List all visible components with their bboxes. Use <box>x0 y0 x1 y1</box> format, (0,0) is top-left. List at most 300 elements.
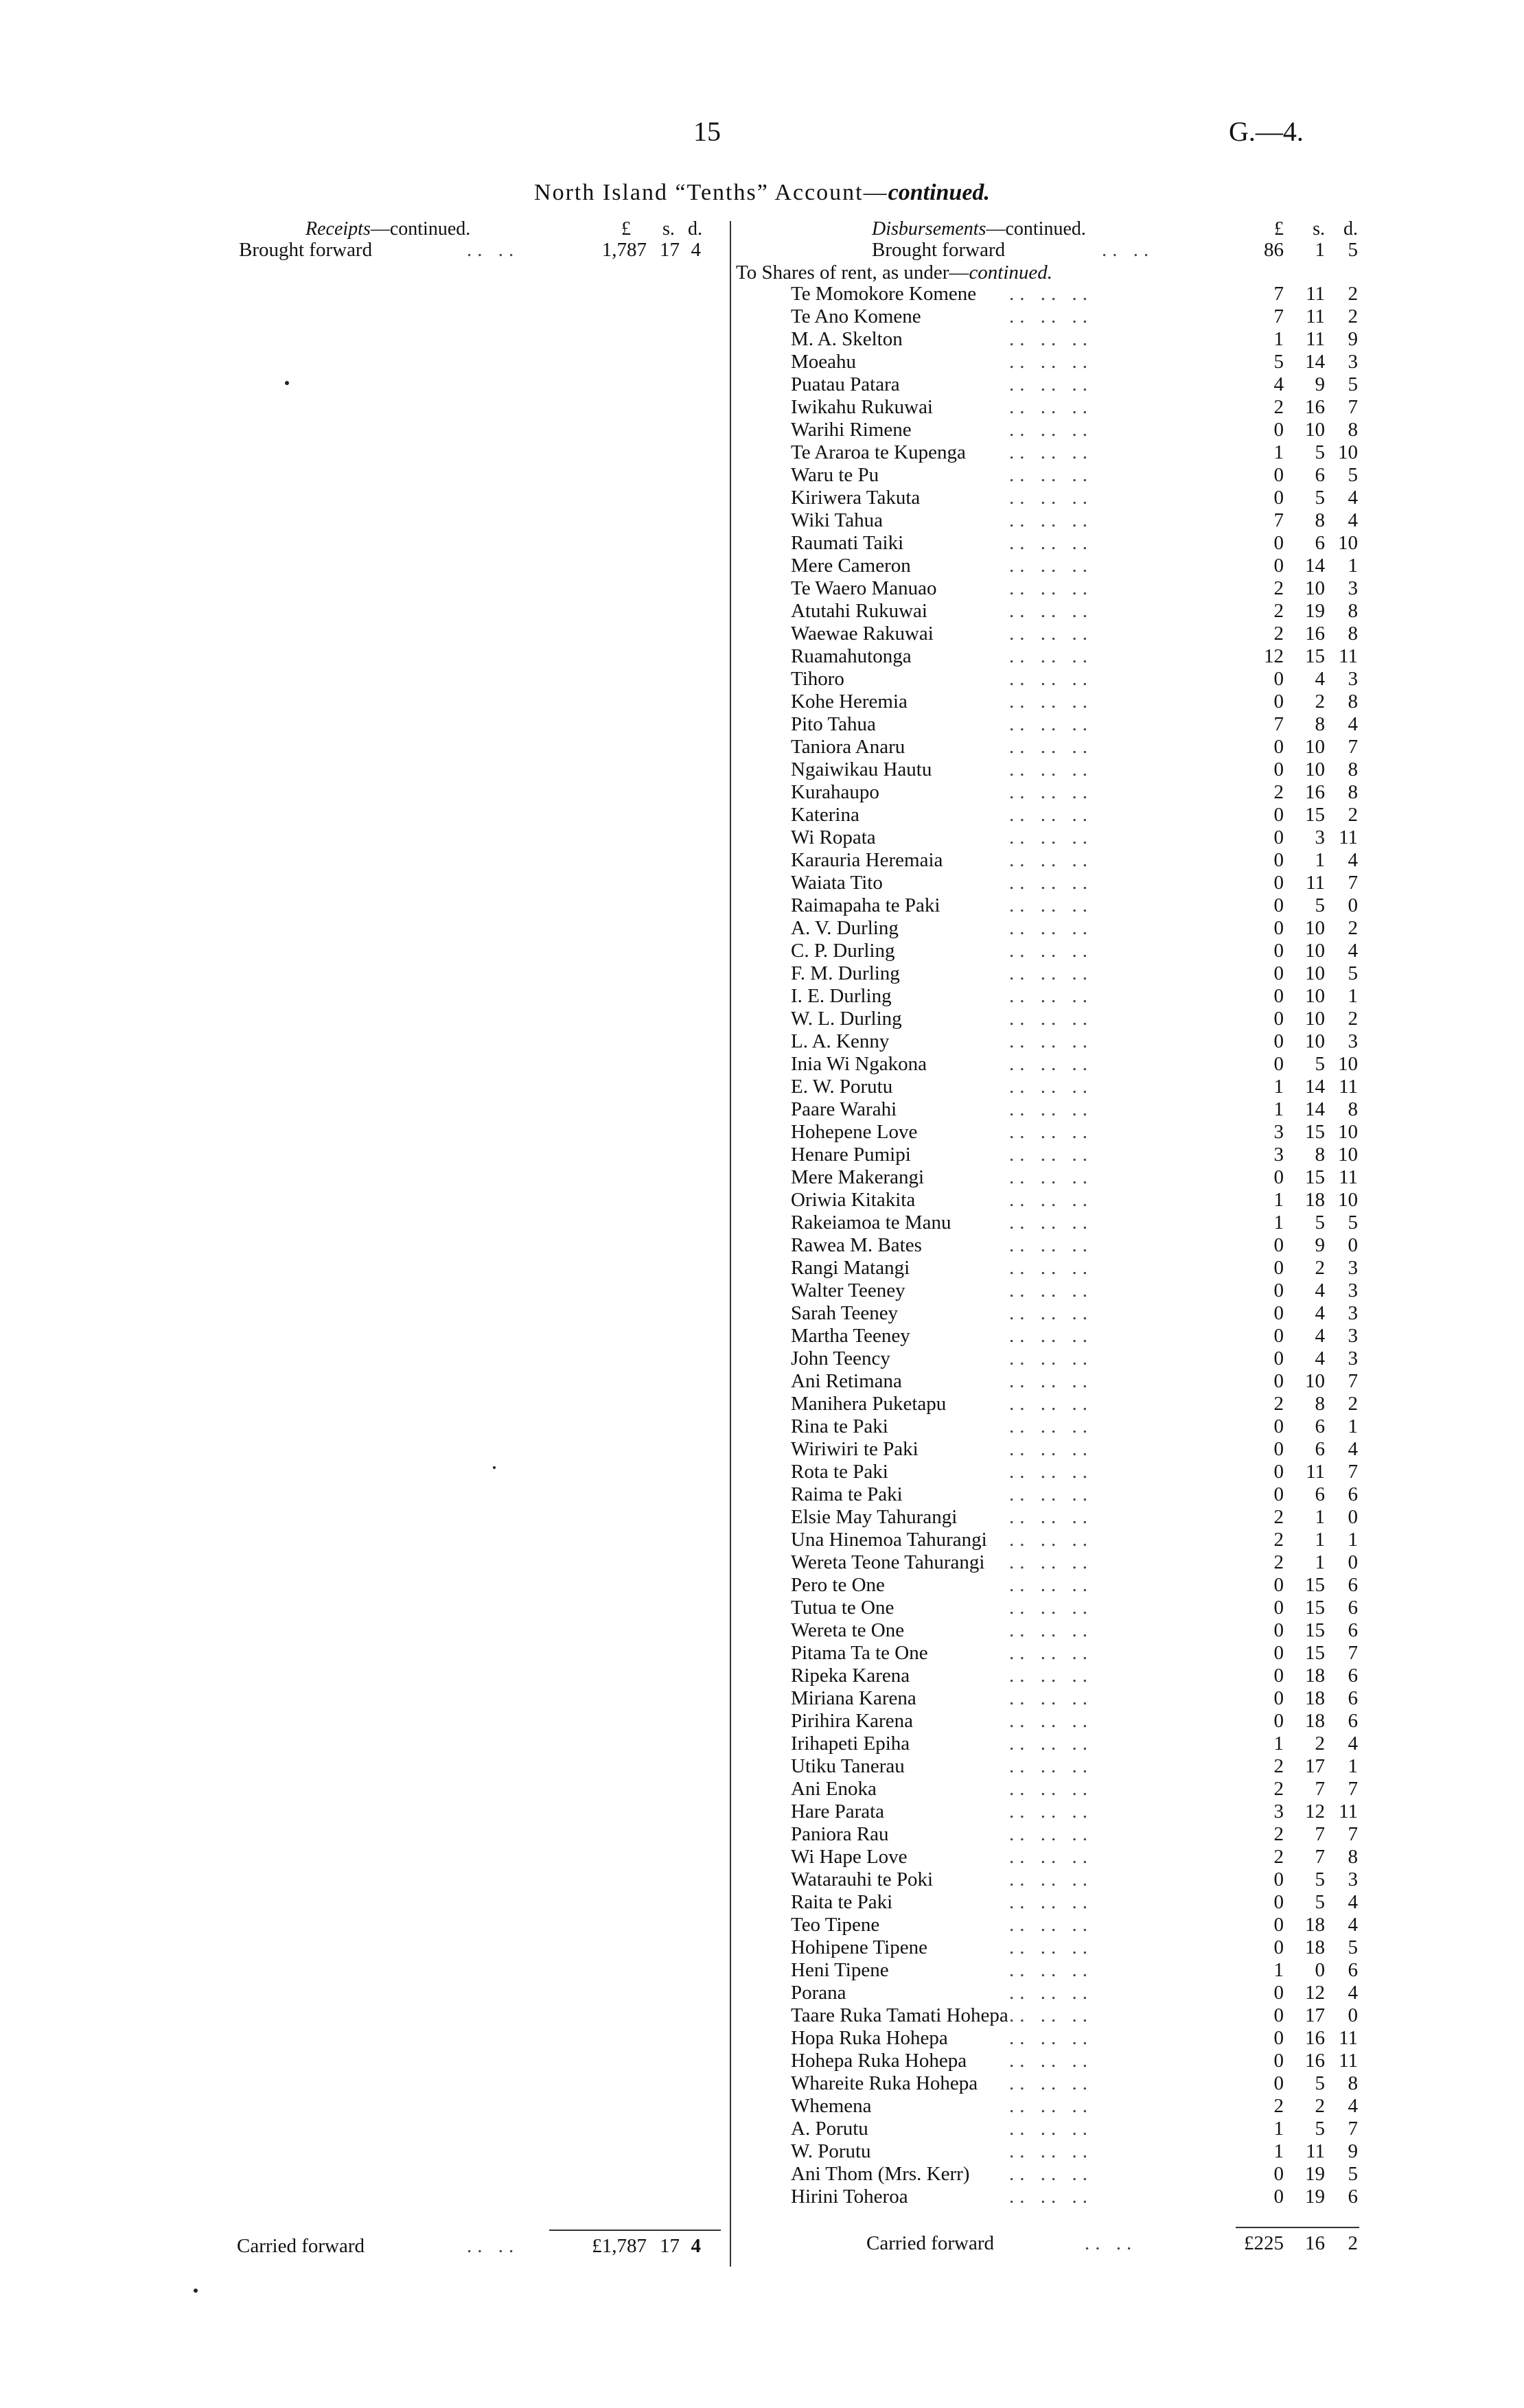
pounds-value: 7 <box>1273 283 1284 305</box>
dot-leader: .. .. .. <box>1009 1144 1093 1166</box>
dot-leader: .. .. .. <box>1009 487 1093 509</box>
pence-value: 3 <box>1348 1257 1358 1279</box>
pence-value: 2 <box>1348 1393 1358 1415</box>
dot-leader: .. .. .. <box>1009 940 1093 962</box>
pounds-value: 0 <box>1273 1461 1284 1483</box>
pounds-value: 0 <box>1273 872 1284 894</box>
payee-name: C. P. Durling <box>791 940 895 962</box>
shillings-value: 16 <box>1305 2027 1325 2049</box>
payee-name: Mere Cameron <box>791 555 911 577</box>
shillings-value: 15 <box>1305 1121 1325 1143</box>
pence-value: 4 <box>1348 1438 1358 1460</box>
payee-name: Utiku Tanerau <box>791 1755 905 1777</box>
receipts-carried-forward-label: Carried forward <box>237 2235 365 2257</box>
pence-value: 0 <box>1348 1506 1358 1528</box>
shillings-value: 16 <box>1305 781 1325 803</box>
page-reference: G.—4. <box>1229 116 1304 147</box>
dot-leader: .. .. .. <box>1009 1053 1093 1075</box>
dot-leader: .. .. .. <box>1009 2027 1093 2049</box>
payee-name: Paare Warahi <box>791 1098 897 1120</box>
dot-leader: .. .. .. <box>1009 1166 1093 1188</box>
disbursement-row <box>0 1212 1524 1234</box>
payee-name: Inia Wi Ngakona <box>791 1053 927 1075</box>
shillings-value: 19 <box>1305 2163 1325 2185</box>
pounds-value: 0 <box>1273 464 1284 486</box>
disbursement-row <box>0 328 1524 351</box>
disbursement-row <box>0 1665 1524 1687</box>
payee-name: Rawea M. Bates <box>791 1234 922 1256</box>
pence-value: 6 <box>1348 1574 1358 1596</box>
pounds-value: 0 <box>1273 2050 1284 2072</box>
dot-leader: .. .. .. <box>1009 1280 1093 1301</box>
pence-value: 3 <box>1348 1280 1358 1301</box>
disbursements-carried-forward-pence: 2 <box>1348 2232 1358 2254</box>
pounds-value: 0 <box>1273 1347 1284 1369</box>
payee-name: I. E. Durling <box>791 985 892 1007</box>
shillings-value: 1 <box>1315 1551 1325 1573</box>
disbursement-row <box>0 1642 1524 1665</box>
payee-name: Hohepene Love <box>791 1121 918 1143</box>
shillings-value: 8 <box>1315 509 1325 531</box>
shillings-value: 10 <box>1305 759 1325 780</box>
pounds-value: 1 <box>1273 1212 1284 1234</box>
pounds-value: 0 <box>1273 1302 1284 1324</box>
dot-leader: .. .. .. <box>1009 2072 1093 2094</box>
pounds-value: 0 <box>1273 1370 1284 1392</box>
pence-value: 5 <box>1348 1212 1358 1234</box>
account-title-main: North Island “Tenths” Account— <box>534 180 888 205</box>
disbursement-row <box>0 2072 1524 2095</box>
payee-name: Pero te One <box>791 1574 885 1596</box>
pounds-value: 0 <box>1273 555 1284 577</box>
shillings-value: 10 <box>1305 917 1325 939</box>
receipts-brought-forward-pounds: 1,787 <box>601 239 647 261</box>
pence-value: 4 <box>1348 487 1358 509</box>
pounds-value: 1 <box>1273 328 1284 350</box>
pence-value: 0 <box>1348 1234 1358 1256</box>
pence-value: 8 <box>1348 419 1358 441</box>
dot-leader: .. .. .. <box>1009 532 1093 554</box>
pounds-value: 12 <box>1264 645 1284 667</box>
dot-leader: .. .. .. <box>1009 1936 1093 1958</box>
dot-leader: .. .. .. <box>1009 1801 1093 1822</box>
shillings-value: 18 <box>1305 1687 1325 1709</box>
dot-leader: .. .. .. <box>1009 396 1093 418</box>
shillings-value: 5 <box>1315 1868 1325 1890</box>
payee-name: Paniora Rau <box>791 1823 889 1845</box>
pounds-value: 2 <box>1273 1778 1284 1800</box>
pounds-value: 0 <box>1273 2072 1284 2094</box>
payee-name: Kiriwera Takuta <box>791 487 921 509</box>
payee-name: M. A. Skelton <box>791 328 903 350</box>
payee-name: Raimapaha te Paki <box>791 894 940 916</box>
shillings-value: 11 <box>1306 1461 1325 1483</box>
disbursement-row <box>0 2140 1524 2163</box>
dot-leader: .. .. .. <box>1009 2004 1093 2026</box>
disbursement-row <box>0 2095 1524 2118</box>
shillings-value: 7 <box>1315 1823 1325 1845</box>
disbursement-row <box>0 1914 1524 1936</box>
disbursements-brought-forward-leader: .. .. <box>1102 239 1155 261</box>
pence-value: 3 <box>1348 1347 1358 1369</box>
pence-value: 7 <box>1348 1778 1358 1800</box>
pounds-value: 0 <box>1273 1325 1284 1347</box>
receipts-brought-forward-pence: 4 <box>691 239 701 261</box>
receipts-carried-forward-leader: .. .. <box>467 2235 520 2257</box>
dot-leader: .. .. .. <box>1009 781 1093 803</box>
payee-name: Watarauhi te Poki <box>791 1868 934 1890</box>
shillings-value: 12 <box>1305 1801 1325 1822</box>
dot-leader: .. .. .. <box>1009 1597 1093 1619</box>
dot-leader: .. .. .. <box>1009 2186 1093 2208</box>
pence-value: 8 <box>1348 623 1358 645</box>
shillings-value: 5 <box>1315 894 1325 916</box>
disbursement-row <box>0 577 1524 600</box>
pence-value: 5 <box>1348 464 1358 486</box>
pence-value: 7 <box>1348 1461 1358 1483</box>
shillings-value: 18 <box>1305 1710 1325 1732</box>
pence-value: 6 <box>1348 1710 1358 1732</box>
payee-name: F. M. Durling <box>791 962 900 984</box>
pounds-value: 0 <box>1273 1642 1284 1664</box>
pence-value: 5 <box>1348 373 1358 395</box>
pounds-value: 0 <box>1273 2186 1284 2208</box>
dot-leader: .. .. .. <box>1009 759 1093 780</box>
dot-leader: .. .. .. <box>1009 1551 1093 1573</box>
disbursements-carried-forward-pounds: £225 <box>1244 2232 1284 2254</box>
pounds-value: 1 <box>1273 441 1284 463</box>
dot-leader: .. .. .. <box>1009 464 1093 486</box>
shillings-value: 7 <box>1315 1846 1325 1868</box>
pence-value: 6 <box>1348 2186 1358 2208</box>
pounds-value: 2 <box>1273 1529 1284 1551</box>
dot-leader: .. .. .. <box>1009 849 1093 871</box>
account-title <box>0 180 1524 206</box>
dot-leader: .. .. .. <box>1009 1574 1093 1596</box>
payee-name: Ripeka Karena <box>791 1665 910 1687</box>
pounds-value: 0 <box>1273 1166 1284 1188</box>
dot-leader: .. .. .. <box>1009 713 1093 735</box>
dot-leader: .. .. .. <box>1009 509 1093 531</box>
pence-value: 11 <box>1339 2050 1358 2072</box>
disbursement-row <box>0 940 1524 962</box>
shillings-value: 15 <box>1305 804 1325 826</box>
pounds-value: 0 <box>1273 691 1284 713</box>
pounds-value: 0 <box>1273 940 1284 962</box>
pounds-value: 0 <box>1273 985 1284 1007</box>
dot-leader: .. .. .. <box>1009 985 1093 1007</box>
disbursement-row <box>0 509 1524 532</box>
payee-name: Whemena <box>791 2095 872 2117</box>
pounds-value: 0 <box>1273 1710 1284 1732</box>
disbursement-row <box>0 1982 1524 2004</box>
pounds-value: 0 <box>1273 1438 1284 1460</box>
pence-value: 2 <box>1348 1008 1358 1030</box>
pence-value: 4 <box>1348 1982 1358 2004</box>
pence-value: 11 <box>1339 1801 1358 1822</box>
dot-leader: .. .. .. <box>1009 1823 1093 1845</box>
shillings-value: 14 <box>1305 1098 1325 1120</box>
dot-leader: .. .. .. <box>1009 1325 1093 1347</box>
payee-name: Raita te Paki <box>791 1891 893 1913</box>
shillings-value: 10 <box>1305 577 1325 599</box>
shillings-value: 18 <box>1305 1914 1325 1936</box>
dot-leader: .. .. .. <box>1009 1710 1093 1732</box>
to-shares-heading <box>736 262 1052 284</box>
dot-leader: .. .. .. <box>1009 1370 1093 1392</box>
payee-name: Waewae Rakuwai <box>791 623 934 645</box>
pence-value: 7 <box>1348 872 1358 894</box>
pence-value: 4 <box>1348 509 1358 531</box>
shillings-value: 14 <box>1305 555 1325 577</box>
pence-value: 11 <box>1339 1076 1358 1098</box>
disbursement-row <box>0 1121 1524 1144</box>
shillings-value: 4 <box>1315 1325 1325 1347</box>
disbursement-row <box>0 1461 1524 1483</box>
payee-name: Wiki Tahua <box>791 509 883 531</box>
pence-value: 4 <box>1348 1733 1358 1755</box>
disbursement-row <box>0 1483 1524 1506</box>
disbursement-row <box>0 1325 1524 1347</box>
pence-value: 5 <box>1348 962 1358 984</box>
disbursement-row <box>0 2050 1524 2072</box>
disbursements-brought-forward-shillings: 1 <box>1315 239 1325 261</box>
payee-name: Wi Hape Love <box>791 1846 908 1868</box>
pounds-value: 5 <box>1273 351 1284 373</box>
shillings-value: 7 <box>1315 1778 1325 1800</box>
pounds-value: 2 <box>1273 600 1284 622</box>
pence-value: 8 <box>1348 2072 1358 2094</box>
shillings-value: 0 <box>1315 1959 1325 1981</box>
dot-leader: .. .. .. <box>1009 1891 1093 1913</box>
payee-name: Ngaiwikau Hautu <box>791 759 932 780</box>
pounds-value: 0 <box>1273 1053 1284 1075</box>
pounds-value: 0 <box>1273 2004 1284 2026</box>
disbursements-brought-forward-pounds: 86 <box>1264 239 1284 261</box>
disbursement-row <box>0 1529 1524 1551</box>
disbursement-row <box>0 1257 1524 1280</box>
shillings-value: 11 <box>1306 328 1325 350</box>
payee-name: Porana <box>791 1982 846 2004</box>
pence-value: 8 <box>1348 781 1358 803</box>
shillings-value: 15 <box>1305 1597 1325 1619</box>
shillings-value: 11 <box>1306 283 1325 305</box>
payee-name: Una Hinemoa Tahurangi <box>791 1529 987 1551</box>
dot-leader: .. .. .. <box>1009 645 1093 667</box>
shillings-value: 6 <box>1315 532 1325 554</box>
pence-value: 2 <box>1348 305 1358 327</box>
payee-name: Mere Makerangi <box>791 1166 925 1188</box>
payee-name: Taare Ruka Tamati Hohepa <box>791 2004 1008 2026</box>
pounds-value: 2 <box>1273 1506 1284 1528</box>
shillings-value: 10 <box>1305 419 1325 441</box>
shillings-value: 1 <box>1315 1506 1325 1528</box>
dot-leader: .. .. .. <box>1009 1506 1093 1528</box>
dot-leader: .. .. .. <box>1009 1665 1093 1687</box>
shillings-value: 4 <box>1315 1302 1325 1324</box>
shillings-value: 3 <box>1315 826 1325 848</box>
disbursement-row <box>0 1347 1524 1370</box>
disbursement-row <box>0 419 1524 441</box>
shillings-value: 1 <box>1315 849 1325 871</box>
disbursement-row <box>0 1574 1524 1597</box>
dot-leader: .. .. .. <box>1009 1393 1093 1415</box>
pence-value: 7 <box>1348 1823 1358 1845</box>
payee-name: Waiata Tito <box>791 872 883 894</box>
disbursement-row <box>0 1280 1524 1302</box>
pence-value: 10 <box>1338 1053 1358 1075</box>
payee-name: Warihi Rimene <box>791 419 912 441</box>
payee-name: Ani Enoka <box>791 1778 877 1800</box>
dot-leader: .. .. .. <box>1009 1189 1093 1211</box>
disbursement-row <box>0 305 1524 328</box>
pence-value: 11 <box>1339 645 1358 667</box>
payee-name: Oriwia Kitakita <box>791 1189 916 1211</box>
shillings-value: 12 <box>1305 1982 1325 2004</box>
disbursement-row <box>0 1551 1524 1574</box>
disbursement-row <box>0 1053 1524 1076</box>
disbursement-row <box>0 736 1524 759</box>
pounds-value: 2 <box>1273 1551 1284 1573</box>
dot-leader: .. .. .. <box>1009 1121 1093 1143</box>
pounds-value: 2 <box>1273 1755 1284 1777</box>
pence-value: 8 <box>1348 600 1358 622</box>
pence-value: 4 <box>1348 713 1358 735</box>
pounds-value: 0 <box>1273 2163 1284 2185</box>
pounds-value: 0 <box>1273 1914 1284 1936</box>
shillings-value: 11 <box>1306 2140 1325 2162</box>
pounds-value: 3 <box>1273 1121 1284 1143</box>
disbursement-row <box>0 2004 1524 2027</box>
disbursement-row <box>0 1597 1524 1619</box>
shillings-value: 5 <box>1315 2072 1325 2094</box>
shillings-value: 2 <box>1315 1733 1325 1755</box>
disbursements-brought-forward-pence: 5 <box>1348 239 1358 261</box>
disbursement-row <box>0 1008 1524 1030</box>
pence-value: 10 <box>1338 441 1358 463</box>
disbursement-row <box>0 1076 1524 1098</box>
disbursement-row <box>0 781 1524 804</box>
payee-name: Whareite Ruka Hohepa <box>791 2072 978 2094</box>
pence-value: 0 <box>1348 2004 1358 2026</box>
shillings-value: 15 <box>1305 1642 1325 1664</box>
pounds-value: 1 <box>1273 2118 1284 2140</box>
disbursements-shillings-header: s. <box>1313 218 1325 240</box>
pounds-value: 0 <box>1273 1257 1284 1279</box>
pounds-value: 0 <box>1273 487 1284 509</box>
pence-value: 7 <box>1348 736 1358 758</box>
dot-leader: .. .. .. <box>1009 917 1093 939</box>
pounds-value: 0 <box>1273 736 1284 758</box>
disbursement-row <box>0 1189 1524 1212</box>
pence-value: 4 <box>1348 1914 1358 1936</box>
pence-value: 3 <box>1348 668 1358 690</box>
pounds-value: 1 <box>1273 1733 1284 1755</box>
payee-name: Wi Ropata <box>791 826 876 848</box>
pence-value: 11 <box>1339 826 1358 848</box>
payee-name: W. Porutu <box>791 2140 871 2162</box>
dot-leader: .. .. .. <box>1009 962 1093 984</box>
pounds-value: 0 <box>1273 1415 1284 1437</box>
dot-leader: .. .. .. <box>1009 1008 1093 1030</box>
pence-value: 10 <box>1338 1189 1358 1211</box>
payee-name: Henare Pumipi <box>791 1144 911 1166</box>
dot-leader: .. .. .. <box>1009 1733 1093 1755</box>
disbursement-row <box>0 1030 1524 1053</box>
pence-value: 6 <box>1348 1959 1358 1981</box>
disbursement-row <box>0 600 1524 623</box>
disbursement-row <box>0 713 1524 736</box>
disbursement-row <box>0 1846 1524 1868</box>
disbursement-row <box>0 759 1524 781</box>
disbursement-row <box>0 373 1524 396</box>
pence-value: 10 <box>1338 1121 1358 1143</box>
pounds-value: 1 <box>1273 1098 1284 1120</box>
shillings-value: 8 <box>1315 1144 1325 1166</box>
disbursement-row <box>0 1098 1524 1121</box>
payee-name: Rangi Matangi <box>791 1257 910 1279</box>
dot-leader: .. .. .. <box>1009 419 1093 441</box>
payee-name: Hohipene Tipene <box>791 1936 927 1958</box>
shillings-value: 8 <box>1315 713 1325 735</box>
disbursements-brought-forward-label: Brought forward <box>872 239 1006 261</box>
pounds-value: 2 <box>1273 1393 1284 1415</box>
disbursements-carried-forward-label: Carried forward <box>866 2232 994 2254</box>
pounds-value: 2 <box>1273 1846 1284 1868</box>
shillings-value: 4 <box>1315 1347 1325 1369</box>
dot-leader: .. .. .. <box>1009 1234 1093 1256</box>
dot-leader: .. .. .. <box>1009 1868 1093 1890</box>
disbursement-row <box>0 1144 1524 1166</box>
print-mark <box>285 381 289 385</box>
payee-name: Hare Parata <box>791 1801 885 1822</box>
shillings-value: 15 <box>1305 645 1325 667</box>
dot-leader: .. .. .. <box>1009 1212 1093 1234</box>
payee-name: Hirini Toheroa <box>791 2186 908 2208</box>
pence-value: 7 <box>1348 1642 1358 1664</box>
dot-leader: .. .. .. <box>1009 555 1093 577</box>
shillings-value: 17 <box>1305 1755 1325 1777</box>
pence-value: 11 <box>1339 2027 1358 2049</box>
shillings-value: 11 <box>1306 305 1325 327</box>
shillings-value: 10 <box>1305 1030 1325 1052</box>
payee-name: Martha Teeney <box>791 1325 910 1347</box>
shillings-value: 10 <box>1305 985 1325 1007</box>
shillings-value: 5 <box>1315 1891 1325 1913</box>
shillings-value: 15 <box>1305 1574 1325 1596</box>
disbursement-row <box>0 1166 1524 1189</box>
disbursement-row <box>0 1733 1524 1755</box>
to-shares-label: To Shares of rent, as under— <box>736 262 969 283</box>
pence-value: 10 <box>1338 1144 1358 1166</box>
pence-value: 0 <box>1348 1551 1358 1573</box>
shillings-value: 1 <box>1315 1529 1325 1551</box>
dot-leader: .. .. .. <box>1009 2118 1093 2140</box>
shillings-value: 18 <box>1305 1189 1325 1211</box>
payee-name: Kurahaupo <box>791 781 879 803</box>
payee-name: Pito Tahua <box>791 713 876 735</box>
pence-value: 1 <box>1348 555 1358 577</box>
receipts-pence-header: d. <box>688 218 702 240</box>
disbursements-pounds-header: £ <box>1274 218 1284 240</box>
dot-leader: .. .. .. <box>1009 1778 1093 1800</box>
disbursement-row <box>0 691 1524 713</box>
disbursement-row <box>0 396 1524 419</box>
dot-leader: .. .. .. <box>1009 1302 1093 1324</box>
dot-leader: .. .. .. <box>1009 2163 1093 2185</box>
pounds-value: 0 <box>1273 1030 1284 1052</box>
dot-leader: .. .. .. <box>1009 1687 1093 1709</box>
